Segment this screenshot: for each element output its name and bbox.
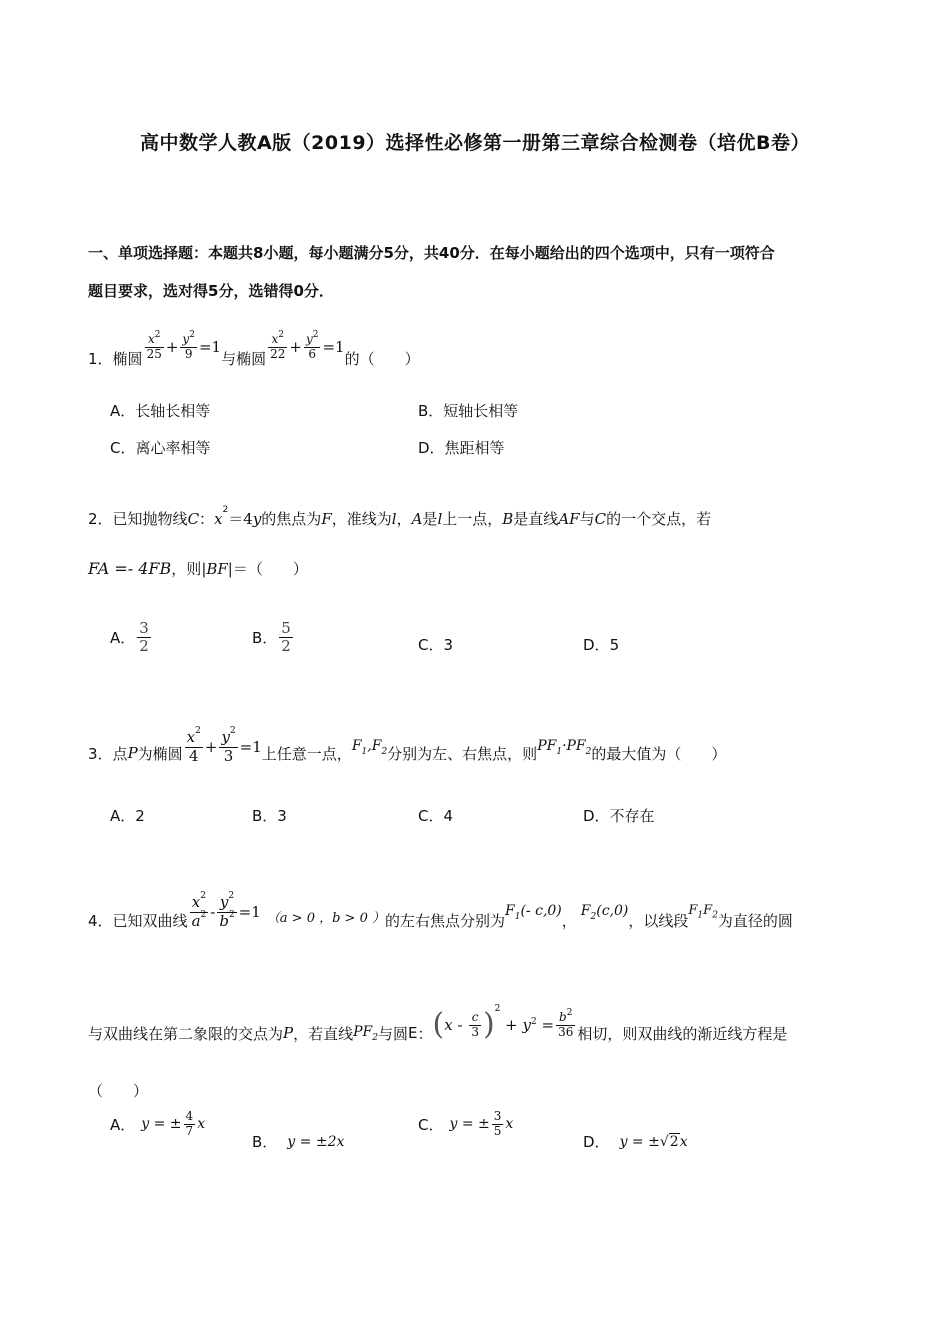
ellipse-2-y-term: $\frac{y^2}{6}$ <box>305 329 319 361</box>
q4-option-b[interactable]: B． y = ±2x <box>252 1133 345 1151</box>
vector-equation: FA =- 4FB <box>88 559 172 578</box>
page-title: 高中数学人教A版（2019）选择性必修第一册第三章综合检测卷（培优B卷） <box>139 132 811 154</box>
q2-option-c[interactable]: C．3 <box>418 636 454 654</box>
segment-f1f2: $F_1F_2$ <box>688 903 718 921</box>
q1-option-b[interactable]: B．短轴长相等 <box>418 402 519 420</box>
q1-option-a[interactable]: A．长轴长相等 <box>110 402 211 420</box>
question-text: 椭圆 <box>112 349 143 368</box>
section-heading-line2: 题目要求，选对得5分，选错得0分． <box>88 282 334 300</box>
question-4-line1: 4． 已知双曲线 $\frac{x^2}{a^2}$ - $\frac{y^2}{b^2}$ =1 （a > 0 ，b > 0 ） 的左右焦点分别为 $F_1(-$ c,0) ， $F_2(c,0)$ ，以线段 $F_1F_2$ 为直径的圆 <box>88 891 793 930</box>
dot-product: $PF_1\cdot PF_2$ <box>537 737 592 757</box>
q4-option-d[interactable]: D． y = ± √ 2 x <box>583 1133 688 1151</box>
conditions: （a > 0 ，b > 0 ） <box>266 910 385 926</box>
question-number: 1． <box>88 349 113 368</box>
q3-option-b[interactable]: B．3 <box>252 807 287 825</box>
q1-option-c[interactable]: C．离心率相等 <box>110 439 211 457</box>
hyperbola-x-term: $\frac{x^2}{a^2}$ <box>191 891 207 930</box>
q3-option-a[interactable]: A．2 <box>110 807 145 825</box>
ellipse-1-rhs: =1 <box>198 338 222 356</box>
q2-option-a[interactable]: A． $\frac{3}{2}$ <box>110 619 149 656</box>
ellipse-y-term: $\frac{y^2}{3}$ <box>221 726 236 765</box>
hyperbola-y-term: $\frac{y^2}{b^2}$ <box>219 891 235 930</box>
q4-option-c[interactable]: C． y = ± $\frac{3}{5}$ x <box>418 1109 514 1138</box>
question-1: 1． 椭圆 $\frac{x^2}{25}$ + $\frac{y^2}{9}$ =1 与椭圆 $\frac{x^2}{22}$ + $\frac{y^2}{6}$ =1 的（ ） <box>88 329 420 368</box>
focus-f2: $F_2(c,0)$ <box>580 902 629 922</box>
question-2-line2: FA =- 4FB，则|BF|＝（ ） <box>88 559 308 578</box>
foci-f1-f2: $F_1,F_2$ <box>351 737 388 757</box>
question-text: 的（ ） <box>344 349 420 368</box>
question-2-line1: 2．已知抛物线C：$x^2=4y$的焦点为F，准线为l，A是l上一点，B是直线AF与C的一个交点，若 <box>88 505 712 528</box>
q3-option-c[interactable]: C．4 <box>418 807 454 825</box>
section-heading-line1: 一、单项选择题：本题共8小题，每小题满分5分，共40分．在每小题给出的四个选项中，只有一项符合 <box>88 244 775 262</box>
ellipse-2-x-term: $\frac{x^2}{22}$ <box>270 329 286 361</box>
ellipse-1-y-term: $\frac{y^2}{9}$ <box>182 329 195 361</box>
ellipse-2-rhs: =1 <box>322 338 345 356</box>
circle-equation: ( x - $\frac{c}{3}$ ) $^2$ + y $^2$ = $\frac{b^2}{36}$ <box>432 1004 574 1042</box>
question-text: 与椭圆 <box>221 349 267 368</box>
ellipse-1-x-term: $\frac{x^2}{25}$ <box>146 329 162 361</box>
q1-option-d[interactable]: D．焦距相等 <box>418 439 505 457</box>
q2-option-b[interactable]: B． $\frac{5}{2}$ <box>252 619 291 656</box>
q3-option-d[interactable]: D．不存在 <box>583 807 655 825</box>
question-3: 3． 点 P 为椭圆 $\frac{x^2}{4}$ + $\frac{y^2}{3}$ =1 上任意一点， $F_1,F_2$ 分别为左、右焦点，则 $PF_1\cdot PF_2$ 的最大值为（ ） <box>88 726 727 765</box>
focus-f1: $F_1(-$ c,0) <box>505 902 562 922</box>
q2-option-d[interactable]: D．5 <box>583 636 620 654</box>
question-4-line2: 与双曲线在第二象限的交点为 P ，若直线 $PF_2$ 与圆 E ： ( x - $\frac{c}{3}$ ) $^2$ + y $^2$ = $\frac{b^2}{36}$ 相切，则双曲线的渐近线方程是 <box>88 1004 788 1043</box>
line-pf2: $PF_2$ <box>353 1023 378 1043</box>
q4-option-a[interactable]: A． y = ± $\frac{4}{7}$ x <box>110 1109 206 1138</box>
question-4-answer-paren: （ ） <box>88 1082 149 1100</box>
ellipse-x-term: $\frac{x^2}{4}$ <box>186 726 201 765</box>
